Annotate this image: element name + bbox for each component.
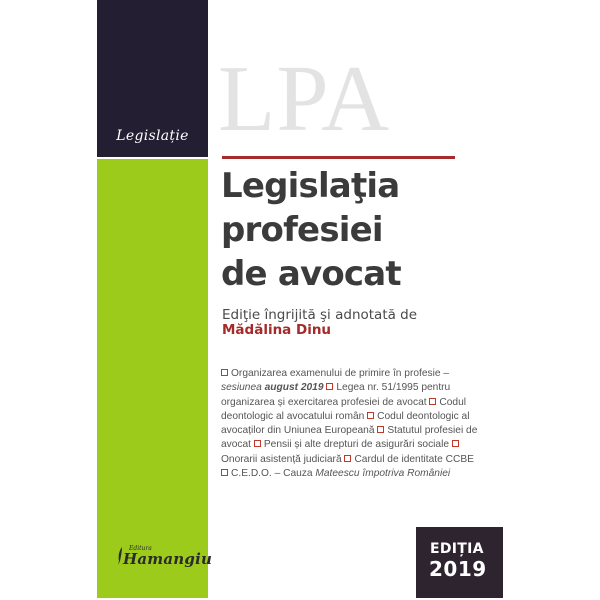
contents-item: Codul deontologic al avocaților din Uniunea Europeană xyxy=(221,410,470,437)
contents-item: Organizarea examenului de primire în profesie – xyxy=(231,368,450,379)
contents-item: Pensii și alte drepturi de asigurări sociale xyxy=(263,439,450,451)
contents-item: Legea nr. 51/1995 pentru organizarea și exercitarea profesiei de avocat xyxy=(221,382,451,408)
title-line-1: Legislaţia xyxy=(221,166,400,206)
checkbox-icon xyxy=(452,440,459,447)
series-label: Legislație xyxy=(116,128,189,144)
contents-item: Onorarii asistență judiciară xyxy=(221,453,342,465)
publisher-name: Hamangiu xyxy=(123,550,213,568)
checkbox-icon xyxy=(367,412,374,419)
publisher-prefix: Editura xyxy=(129,545,152,552)
green-spine-panel xyxy=(97,159,213,598)
edition-label: EDIȚIA xyxy=(430,541,484,557)
divider-rule xyxy=(222,156,455,159)
checkbox-icon xyxy=(377,426,384,433)
contents-item-italic: Mateescu împotriva României xyxy=(315,468,451,480)
contents-item-italic: sesiunea xyxy=(221,382,265,394)
contents-item: Statutul profesiei de avocat xyxy=(221,425,478,451)
checkbox-icon xyxy=(221,369,228,376)
contents-item: Cardul de identitate CCBE xyxy=(354,453,474,465)
title-line-3: de avocat xyxy=(221,254,401,294)
edition-note: Ediţie îngrijită şi adnotată de xyxy=(222,307,418,323)
edition-badge xyxy=(416,527,503,598)
book-title xyxy=(221,164,401,296)
contents-item: C.E.D.O. – Cauza xyxy=(231,468,316,480)
edition-year: 2019 xyxy=(429,557,487,581)
contents-item: Codul deontologic al avocatului român xyxy=(221,396,467,422)
title-line-2: profesiei xyxy=(221,210,383,250)
contents-item-bold: august 2019 xyxy=(264,382,324,394)
contents-list xyxy=(221,367,481,481)
checkbox-icon xyxy=(429,398,436,405)
checkbox-icon xyxy=(254,440,261,447)
checkbox-icon xyxy=(221,469,228,476)
editor-name: Mădălina Dinu xyxy=(222,322,332,338)
watermark-lpa: LPA xyxy=(218,47,390,151)
checkbox-icon xyxy=(344,455,351,462)
publisher-logo xyxy=(117,545,213,568)
checkbox-icon xyxy=(326,383,333,390)
series-panel xyxy=(97,0,208,157)
